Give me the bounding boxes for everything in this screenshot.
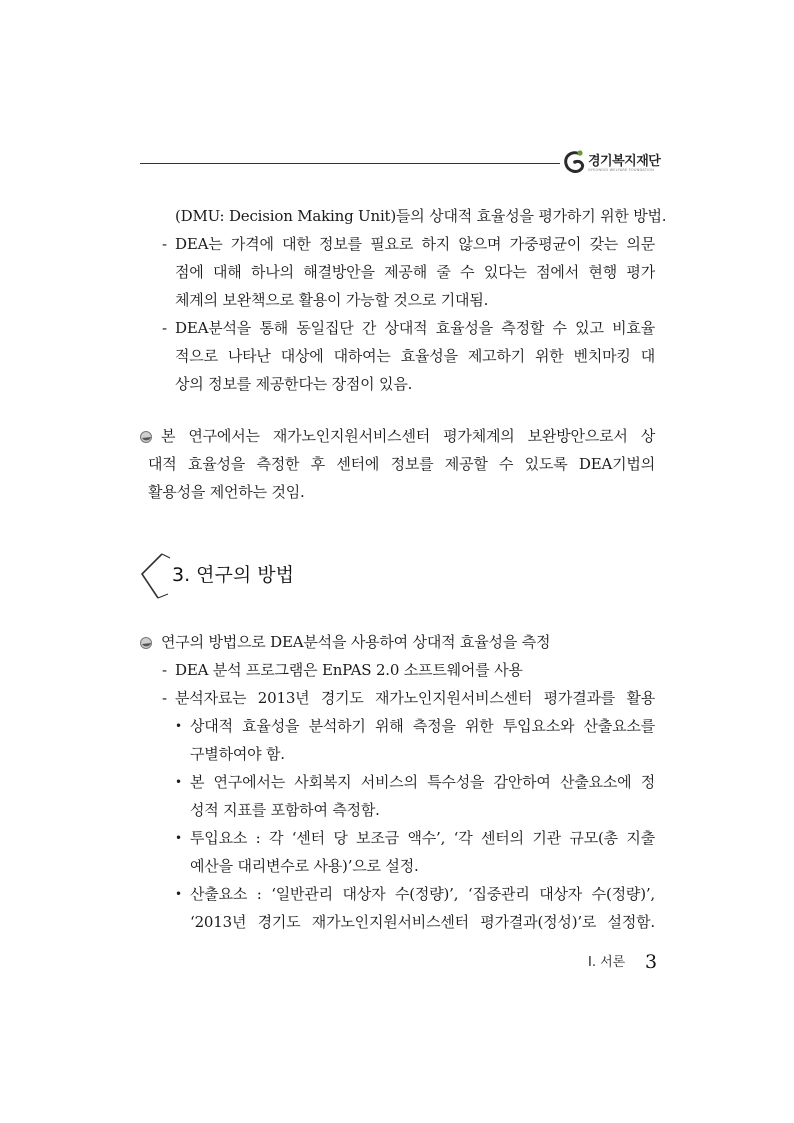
text-line: 구별하여야 함.	[190, 745, 285, 763]
text-line: 점에 대해 하나의 해결방안을 제공해 줄 수 있다는 점에서 현행 평가	[175, 263, 655, 281]
bullet-icon	[139, 428, 155, 444]
text-line: 분석자료는 2013년 경기도 재가노인지원서비스센터 평가결과를 활용	[175, 689, 655, 707]
dash-marker: -	[162, 689, 168, 707]
text-line: DEA는 가격에 대한 정보를 필요로 하지 않으며 가중평균이 갖는 의문	[175, 235, 655, 253]
chapter-label: Ⅰ. 서론	[588, 955, 626, 970]
text-line: DEA 분석 프로그램은 EnPAS 2.0 소프트웨어를 사용	[175, 661, 523, 679]
text-line: 산출요소 : ‘일반관리 대상자 수(정량)’, ‘집중관리 대상자 수(정량)’,	[190, 885, 655, 903]
logo-subtext: GYEONGGI WELFARE FOUNDATION	[588, 168, 654, 172]
dot-marker: •	[175, 831, 183, 845]
section-title: 3. 연구의 방법	[172, 564, 294, 586]
text-line: 상대적 효율성을 분석하기 위해 측정을 위한 투입요소와 산출요소를	[190, 717, 655, 735]
text-line: (DMU: Decision Making Unit)들의 상대적 효율성을 평가하기 위한 방법.	[175, 207, 667, 225]
text-line: 상의 정보를 제공한다는 장점이 있음.	[175, 375, 413, 393]
text-line: 연구의 방법으로 DEA분석을 사용하여 상대적 효율성을 측정	[161, 633, 551, 651]
bullet-icon	[139, 634, 155, 650]
text-line: 성적 지표를 포함하여 측정함.	[190, 801, 380, 819]
text-line: ‘2013년 경기도 재가노인지원서비스센터 평가결과(정성)’로 설정함.	[190, 913, 655, 931]
text-line: 본 연구에서는 사회복지 서비스의 특수성을 감안하여 산출요소에 정	[190, 773, 655, 791]
page-number: 3	[645, 951, 658, 973]
dash-marker: -	[162, 661, 168, 679]
text-line: 체계의 보완책으로 활용이 가능할 것으로 기대됨.	[175, 291, 489, 309]
text-line: 대적 효율성을 측정한 후 센터에 정보를 제공할 수 있도록 DEA기법의	[148, 455, 655, 473]
dot-marker: •	[175, 775, 183, 789]
foundation-logo	[562, 148, 672, 178]
dash-marker: -	[162, 235, 168, 253]
dot-marker: •	[175, 887, 183, 901]
dash-marker: -	[162, 319, 168, 337]
text-line: 적으로 나타난 대상에 대하여는 효율성을 제고하기 위한 벤치마킹 대	[175, 347, 655, 365]
text-line: 예산을 대리변수로 사용)’으로 설정.	[190, 857, 419, 875]
text-line: DEA분석을 통해 동일집단 간 상대적 효율성을 측정할 수 있고 비효율	[175, 319, 655, 337]
text-line: 투입요소 : 각 ‘센터 당 보조금 액수’, ‘각 센터의 기관 규모(총 지출	[190, 829, 655, 847]
text-line: 본 연구에서는 재가노인지원서비스센터 평가체계의 보완방안으로서 상	[161, 427, 655, 445]
dot-marker: •	[175, 719, 183, 733]
logo-text: 경기복지재단	[588, 154, 661, 169]
header-rule	[140, 163, 560, 164]
logo-swirl-icon	[562, 148, 588, 176]
text-line: 활용성을 제언하는 것임.	[148, 483, 305, 501]
